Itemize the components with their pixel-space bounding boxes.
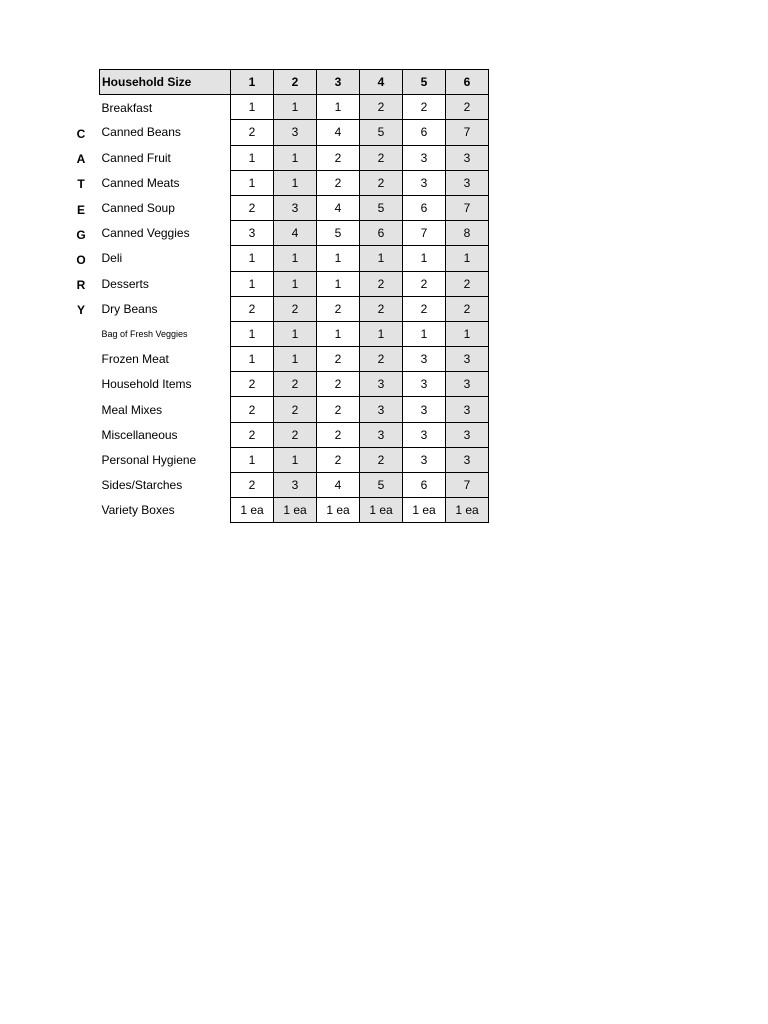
quantity-cell: 2: [317, 296, 360, 321]
category-letter: A: [76, 152, 86, 167]
category-label: Household Items: [101, 377, 192, 392]
quantity-cell: 3: [446, 170, 489, 195]
quantity-cell: 5: [317, 221, 360, 246]
quantity-cell: 2: [403, 296, 446, 321]
table-row: [100, 422, 489, 447]
quantity-cell: 2: [360, 296, 403, 321]
quantity-cell: 2: [274, 372, 317, 397]
quantity-cell: 1: [274, 447, 317, 472]
quantity-cell: 3: [446, 372, 489, 397]
table-row: [100, 447, 489, 472]
category-label: Variety Boxes: [101, 503, 175, 518]
category-vertical-label: [72, 122, 90, 324]
quantity-cell: 8: [446, 221, 489, 246]
quantity-cell: 2: [274, 397, 317, 422]
category-label: Canned Beans: [101, 125, 181, 140]
category-label: Canned Fruit: [101, 150, 171, 165]
quantity-cell: 2: [317, 447, 360, 472]
category-label: Canned Meats: [101, 175, 180, 190]
category-label: Breakfast: [101, 100, 153, 115]
quantity-cell: 3: [274, 120, 317, 145]
quantity-cell: 6: [403, 195, 446, 220]
quantity-cell: 1: [274, 271, 317, 296]
quantity-cell: 5: [360, 120, 403, 145]
quantity-cell: 1: [446, 246, 489, 271]
table-row: [100, 296, 489, 321]
quantity-cell: 1: [231, 271, 274, 296]
category-label: Personal Hygiene: [101, 452, 197, 467]
quantity-cell: 2: [360, 95, 403, 120]
quantity-cell: 2: [231, 397, 274, 422]
quantity-cell: 2: [360, 170, 403, 195]
quantity-cell: 3: [231, 221, 274, 246]
quantity-cell: 7: [446, 473, 489, 498]
quantity-cell: 6: [403, 120, 446, 145]
quantity-cell: 2: [231, 120, 274, 145]
quantity-cell: 1: [274, 321, 317, 346]
category-letter: Y: [76, 303, 85, 318]
quantity-cell: 6: [360, 221, 403, 246]
table-row: [100, 397, 489, 422]
category-label: Desserts: [101, 276, 149, 291]
quantity-cell: 3: [446, 347, 489, 372]
quantity-cell: 2: [403, 271, 446, 296]
table-row: [100, 498, 489, 523]
table-row: [100, 246, 489, 271]
quantity-cell: 1: [446, 321, 489, 346]
quantity-cell: 1: [231, 95, 274, 120]
quantity-cell: 4: [274, 221, 317, 246]
category-label: Bag of Fresh Veggies: [101, 328, 188, 339]
column-header: 6: [446, 70, 489, 95]
quantity-cell: 2: [231, 372, 274, 397]
category-letter: T: [77, 177, 85, 192]
table-row: [100, 120, 489, 145]
quantity-cell: 1: [317, 246, 360, 271]
quantity-cell: 1: [231, 447, 274, 472]
quantity-cell: 1: [360, 321, 403, 346]
quantity-cell: 3: [403, 347, 446, 372]
quantity-cell: 1: [274, 347, 317, 372]
category-label: Frozen Meat: [101, 352, 169, 367]
quantity-cell: 4: [317, 195, 360, 220]
column-header: 5: [403, 70, 446, 95]
column-header: 1: [231, 70, 274, 95]
quantity-cell: 2: [360, 145, 403, 170]
quantity-cell: 3: [360, 397, 403, 422]
quantity-cell: 2: [403, 95, 446, 120]
quantity-cell: 7: [446, 120, 489, 145]
category-letter: O: [76, 252, 86, 267]
quantity-cell: 2: [231, 473, 274, 498]
quantity-cell: 3: [360, 372, 403, 397]
quantity-cell: 1 ea: [274, 498, 317, 523]
quantity-cell: 1: [403, 246, 446, 271]
quantity-cell: 2: [274, 296, 317, 321]
category-label: Dry Beans: [101, 301, 158, 316]
quantity-cell: 3: [446, 145, 489, 170]
table-row: [100, 195, 489, 220]
quantity-cell: 2: [231, 296, 274, 321]
quantity-cell: 3: [403, 372, 446, 397]
table-row: [100, 221, 489, 246]
table-row: [100, 170, 489, 195]
quantity-cell: 3: [446, 422, 489, 447]
table-row: [100, 145, 489, 170]
household-allocation-table: [99, 69, 489, 523]
quantity-cell: 3: [446, 397, 489, 422]
quantity-cell: 3: [403, 145, 446, 170]
quantity-cell: 5: [360, 473, 403, 498]
category-letter: E: [76, 202, 85, 217]
column-header: 2: [274, 70, 317, 95]
quantity-cell: 3: [403, 447, 446, 472]
table-header-row: [100, 70, 489, 95]
quantity-cell: 3: [403, 397, 446, 422]
category-label: Canned Soup: [101, 201, 175, 216]
quantity-cell: 3: [360, 422, 403, 447]
quantity-cell: 2: [446, 271, 489, 296]
quantity-cell: 1: [274, 145, 317, 170]
quantity-cell: 2: [360, 347, 403, 372]
column-header: 4: [360, 70, 403, 95]
quantity-cell: 2: [360, 447, 403, 472]
category-label: Meal Mixes: [101, 402, 163, 417]
quantity-cell: 1 ea: [360, 498, 403, 523]
quantity-cell: 7: [403, 221, 446, 246]
quantity-cell: 1: [231, 321, 274, 346]
quantity-cell: 1 ea: [446, 498, 489, 523]
quantity-cell: 1: [317, 321, 360, 346]
quantity-cell: 5: [360, 195, 403, 220]
quantity-cell: 1: [231, 170, 274, 195]
table-row: [100, 473, 489, 498]
category-label: Sides/Starches: [101, 478, 183, 493]
quantity-cell: 2: [446, 95, 489, 120]
quantity-cell: 2: [446, 296, 489, 321]
quantity-cell: 1 ea: [231, 498, 274, 523]
household-size-header: Household Size: [100, 70, 231, 95]
table-row: [100, 271, 489, 296]
table-row: [100, 347, 489, 372]
quantity-cell: 1: [403, 321, 446, 346]
quantity-cell: 4: [317, 473, 360, 498]
category-letter: G: [76, 227, 86, 242]
quantity-cell: 1: [274, 170, 317, 195]
quantity-cell: 3: [403, 170, 446, 195]
quantity-cell: 3: [274, 195, 317, 220]
quantity-cell: 1: [317, 95, 360, 120]
table-row: [100, 372, 489, 397]
table-row: [100, 321, 489, 346]
quantity-cell: 4: [317, 120, 360, 145]
table-body: [100, 70, 489, 523]
category-label: Miscellaneous: [101, 427, 178, 442]
quantity-cell: 2: [317, 170, 360, 195]
quantity-cell: 1: [274, 95, 317, 120]
quantity-cell: 2: [317, 422, 360, 447]
quantity-cell: 1: [317, 271, 360, 296]
category-letter: R: [76, 278, 86, 293]
quantity-cell: 1 ea: [317, 498, 360, 523]
column-header: 3: [317, 70, 360, 95]
quantity-cell: 2: [317, 347, 360, 372]
quantity-cell: 1: [231, 145, 274, 170]
quantity-cell: 6: [403, 473, 446, 498]
quantity-cell: 2: [231, 422, 274, 447]
quantity-cell: 1: [360, 246, 403, 271]
quantity-cell: 7: [446, 195, 489, 220]
quantity-cell: 2: [231, 195, 274, 220]
quantity-cell: 2: [317, 145, 360, 170]
category-label: Canned Veggies: [101, 226, 190, 241]
quantity-cell: 3: [446, 447, 489, 472]
quantity-cell: 1 ea: [403, 498, 446, 523]
quantity-cell: 1: [274, 246, 317, 271]
category-letter: C: [76, 127, 86, 141]
category-label: Deli: [101, 251, 123, 266]
quantity-cell: 3: [403, 422, 446, 447]
quantity-cell: 1: [231, 246, 274, 271]
quantity-cell: 3: [274, 473, 317, 498]
quantity-cell: 2: [360, 271, 403, 296]
quantity-cell: 2: [317, 372, 360, 397]
table-row: [100, 95, 489, 120]
quantity-cell: 1: [231, 347, 274, 372]
quantity-cell: 2: [274, 422, 317, 447]
quantity-cell: 2: [317, 397, 360, 422]
